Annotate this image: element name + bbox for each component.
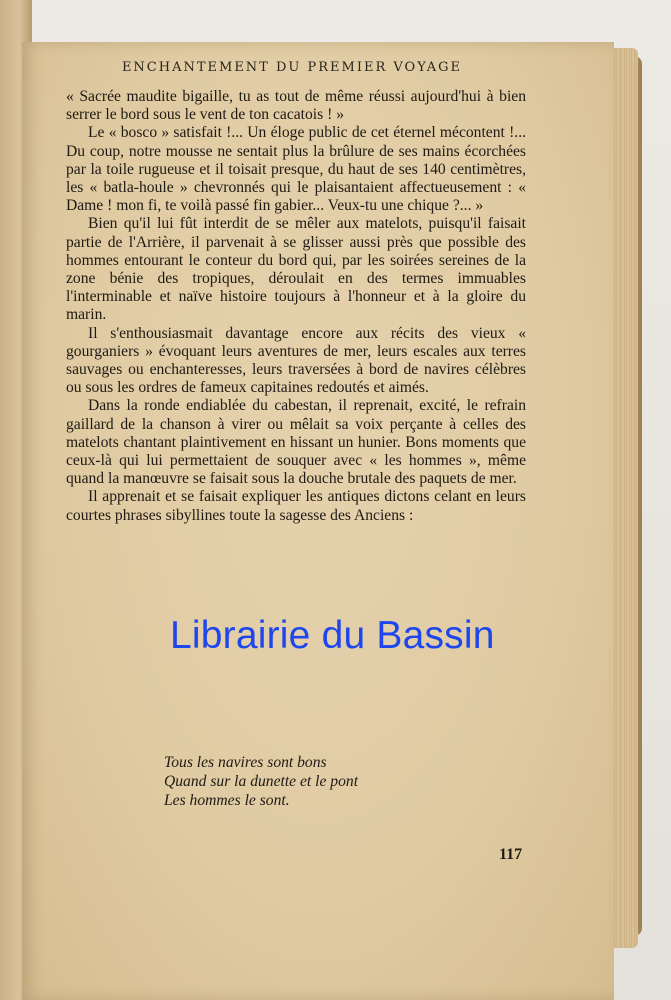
- verse-line: Les hommes le sont.: [164, 792, 290, 809]
- paragraph: Il s'enthousiasmait davantage encore aux récits des vieux « gourganiers » évoquant leurs aventures de mer, leurs escales aux terres sauvages ou enchanteresses, leurs traversées à bord de navires célèbres ou sous les ordres de fameux capitaines redoutés et aimés.: [66, 324, 526, 397]
- paragraph: Il apprenait et se faisait expliquer les antiques dictons celant en leurs courtes phrases sibyllines toute la sagesse des Anciens :: [66, 488, 526, 524]
- watermark: Librairie du Bassin: [170, 614, 495, 657]
- paragraph: Bien qu'il lui fût interdit de se mêler aux matelots, puisqu'il faisait partie de l'Arrière, il parvenait à se glisser aussi près que possible des hommes entourant le conteur du bord qui, par les soirées sereines de la zone bénie des tropiques, déroulait en des termes immuables l'interminable et naïve histoire toujours à l'honneur et à la gloire du marin.: [66, 215, 526, 324]
- verse-line: Quand sur la dunette et le pont: [164, 773, 359, 790]
- running-head: ENCHANTEMENT DU PREMIER VOYAGE: [121, 60, 463, 75]
- verse-block: [164, 753, 358, 810]
- page-number: 117: [499, 846, 523, 863]
- body-text: [66, 88, 526, 525]
- verse-line: Tous les navires sont bons: [164, 754, 327, 771]
- paragraph: Le « bosco » satisfait !... Un éloge public de cet éternel mécontent !... Du coup, notre mousse ne sentait plus la brûlure de ses mains écorchées par la toile rugueuse et il toisait presque, du haut de ses 140 centimètres, les « batla-houle » chevronnés qui le plaisantaient affectueusement : « Dame ! mon fi, te voilà passé fin gabier... Veux-tu une chique ?... »: [66, 124, 526, 215]
- paragraph: Dans la ronde endiablée du cabestan, il reprenait, excité, le refrain gaillard de la chanson à virer ou mêlait sa voix perçante à celles des matelots chantant plaintivement en hissant un hunier. Bons moments que ceux-là qui lui permettaient de souquer avec « les hommes », même quand la manœuvre se faisait sous la douche brutale des paquets de mer.: [66, 397, 526, 488]
- paragraph: « Sacrée maudite bigaille, tu as tout de même réussi aujourd'hui à bien serrer le bord sous le vent de ton cacatois ! »: [66, 88, 526, 124]
